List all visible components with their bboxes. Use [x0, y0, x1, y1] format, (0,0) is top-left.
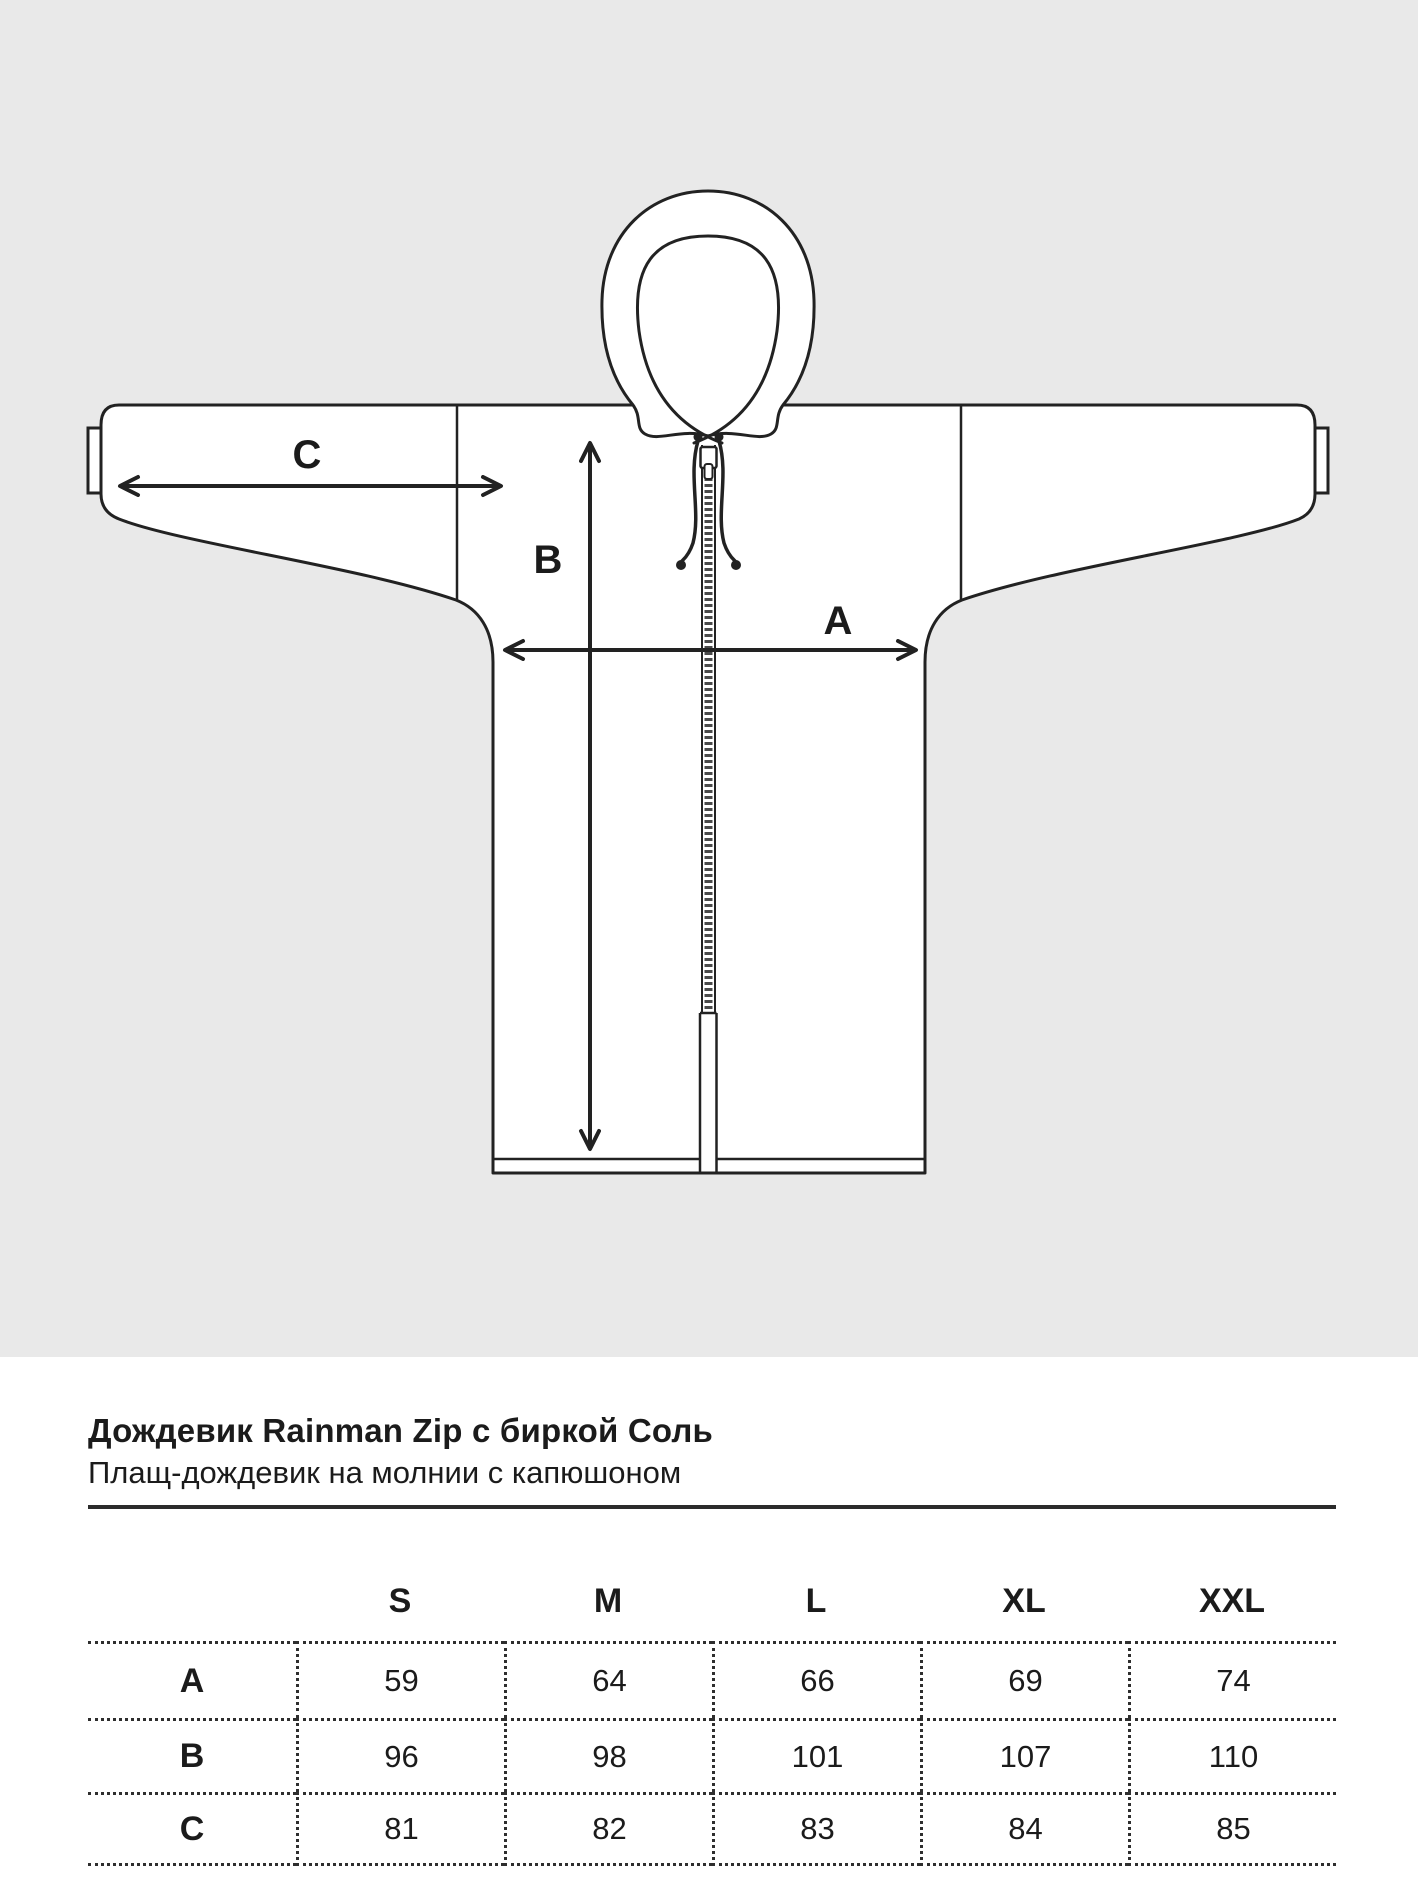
size-col-header: XXL — [1198, 1581, 1266, 1620]
table-value: 85 — [1128, 1792, 1336, 1866]
table-value: 64 — [504, 1641, 712, 1718]
size-col-header: L — [805, 1581, 827, 1620]
table-value: 69 — [920, 1641, 1128, 1718]
table-value: 101 — [712, 1718, 920, 1792]
size-table — [88, 1561, 1336, 1866]
label-c: C — [292, 433, 322, 477]
table-value: 74 — [1128, 1641, 1336, 1718]
hood-outer — [602, 191, 814, 437]
table-value: 83 — [712, 1792, 920, 1866]
table-value: 107 — [920, 1718, 1128, 1792]
product-info — [88, 1357, 1336, 1866]
size-col-header: S — [388, 1581, 412, 1620]
row-label: C — [88, 1792, 296, 1866]
left-cuff-tab — [88, 428, 101, 493]
zipper-pull — [705, 464, 713, 479]
table-value: 59 — [296, 1641, 504, 1718]
row-label: A — [88, 1641, 296, 1718]
label-b: B — [533, 538, 563, 582]
product-subtitle: Плащ-дождевик на молнии с капюшоном — [88, 1455, 682, 1490]
size-col-header: XL — [1002, 1581, 1046, 1620]
table-value: 98 — [504, 1718, 712, 1792]
right-drawstring-tip — [731, 560, 741, 570]
table-value: 66 — [712, 1641, 920, 1718]
row-label: B — [88, 1718, 296, 1792]
table-value: 96 — [296, 1718, 504, 1792]
label-a: A — [823, 599, 853, 643]
left-drawstring-tip — [676, 560, 686, 570]
table-value: 84 — [920, 1792, 1128, 1866]
size-col-header: M — [593, 1581, 623, 1620]
right-cuff-tab — [1315, 428, 1328, 493]
table-value: 81 — [296, 1792, 504, 1866]
divider-line — [88, 1505, 1336, 1509]
size-table-corner — [88, 1561, 296, 1641]
table-value: 82 — [504, 1792, 712, 1866]
table-value: 110 — [1128, 1718, 1336, 1792]
product-title: Дождевик Rainman Zip с биркой Соль — [88, 1412, 714, 1449]
